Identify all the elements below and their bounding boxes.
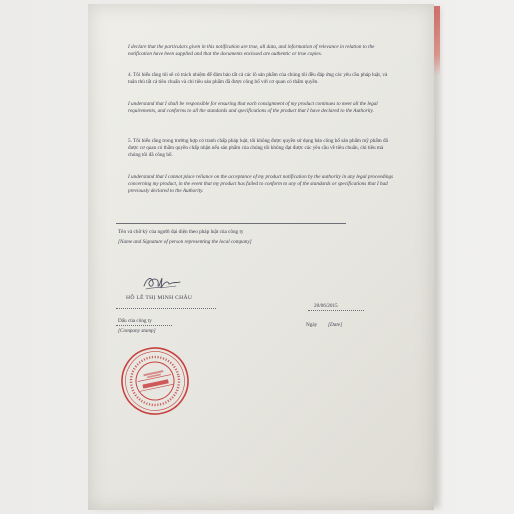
- document-page: [88, 4, 434, 510]
- signature-label-en: [Name and Signature of person representing the local company]: [118, 239, 252, 245]
- clause-5-en: I understand that I cannot place reliance on the acceptance of my product notification by the authority in any legal proceedings concerning my product, in the event that my product has failed to conform to any of the standards or specifications that I had previously declared to the Authority.: [128, 174, 394, 194]
- handwritten-signature: [138, 268, 184, 294]
- signer-name: HỒ LÊ THỊ MINH CHÂU: [126, 295, 193, 301]
- date-label-vn: Ngày: [306, 322, 318, 328]
- date-dotted-line: [308, 310, 364, 311]
- date-label-en: [Date]: [328, 322, 343, 328]
- stamp-label-en: [Company stamp]: [118, 328, 156, 334]
- stamp-label-vn: Dấu của công ty: [118, 318, 152, 324]
- signature-label-vn: Tên và chữ ký của người đại diện theo pháp luật của công ty: [118, 229, 244, 235]
- clause-5-vn: 5. Tôi hiểu rằng trong trường hợp có tranh chấp pháp luật, tôi không được quyền sử dụng bản công bố sản phẩm mỹ phẩm đã được cơ quan có thẩm quyền chấp nhận nếu sản phẩm của chúng tôi không đạt được các yêu cầu về tiêu chuẩn, chỉ tiêu mà chúng tôi đã công bố.: [128, 138, 388, 158]
- signing-date: 20/06/2015: [314, 303, 338, 309]
- stamp-dotted-line: [116, 325, 172, 326]
- name-dotted-line: [116, 308, 216, 309]
- clause-4-vn: 4. Tôi hiểu rằng tôi sẽ có trách nhiệm để đảm bảo tất cả các lô sản phẩm của chúng tôi đều đáp ứng các yêu cầu pháp luật, và tuân thủ tất cả tiêu chuẩn và chỉ tiêu sản phẩm đã được công bố với cơ quan có thẩm quyền.: [128, 72, 388, 85]
- separator-line: [116, 223, 346, 224]
- declaration-en: I declare that the particulars given in this notification are true, all data, and information of relevance in relation to the notification have been supplied and that the documents enclosed are authentic or true copies.: [128, 44, 375, 57]
- clause-4-en: I understand that I shall be responsible for ensuring that each consignment of my product continues to meet all the legal requirements, and conforms to all the standards and specifications of the product that I have declared to the Authority.: [128, 101, 378, 114]
- company-seal: [118, 344, 192, 418]
